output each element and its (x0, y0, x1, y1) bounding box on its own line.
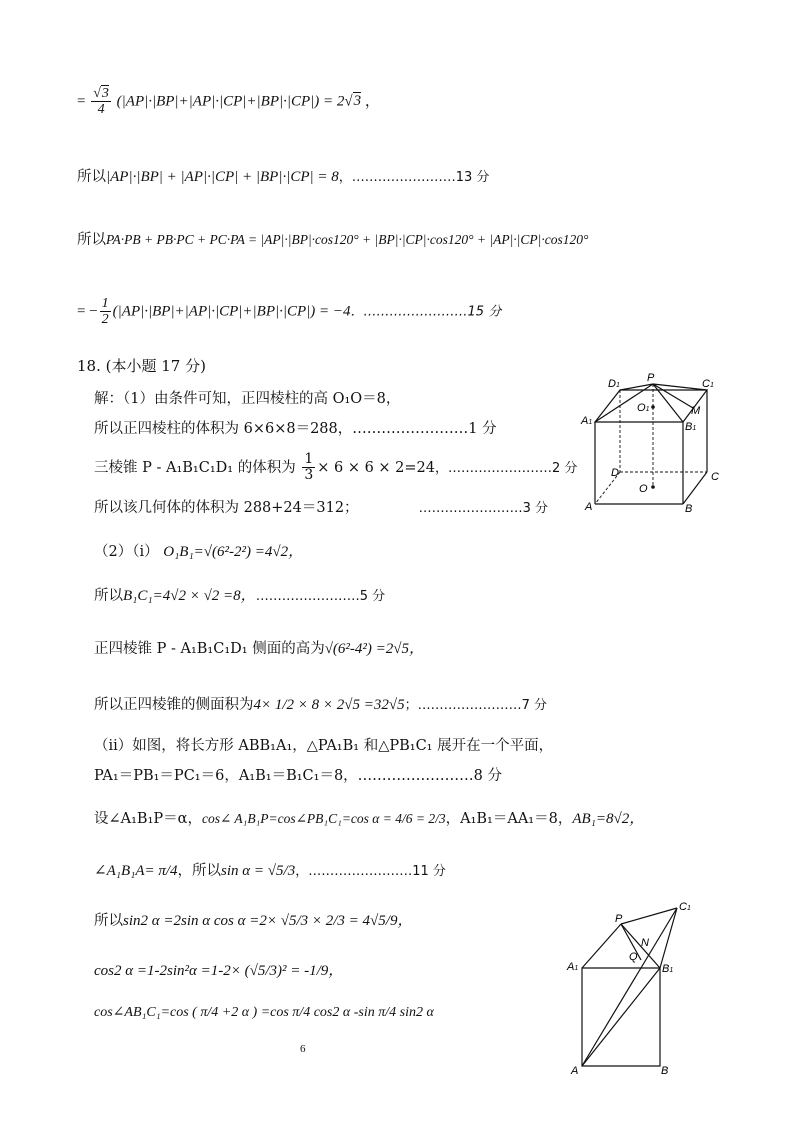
sol-step-10: PA₁＝PB₁＝PC₁＝6，A₁B₁＝B₁C₁＝8，……………………8 分 (94, 768, 503, 784)
q18-title: 18. (本小题 17 分) (77, 357, 206, 375)
line-15: = − $\frac{1}{2}$ (|AP|·|BP|+|AP|·|CP|+|BP|·|CP|) = −4．……………………15 分 (77, 296, 502, 328)
sol-step-7: 正四棱锥 P - A₁B₁C₁D₁ 侧面的高为√(6²-4²) =2√5， (94, 641, 425, 657)
sol-step-4: 所以该几何体的体积为 288+24＝312； ……………………3 分 (94, 500, 548, 516)
label-Q: Q (629, 951, 638, 963)
label-A1: A1 (581, 415, 593, 427)
label-B2: B (661, 1065, 669, 1077)
label-B: B (685, 503, 693, 515)
sol-step-8: 所以正四棱锥的侧面积为4× 1/2 × 8 × 2√5 =32√5；……………………7 分 (94, 697, 548, 713)
label-M: M (691, 405, 701, 417)
sol-step-9: （ii）如图，将长方形 ABB₁A₁，△PA₁B₁ 和△PB₁C₁ 展开在一个平面， (94, 738, 554, 754)
label-C: C (711, 471, 719, 483)
label-D1: D1 (608, 378, 620, 390)
line-sum-area: = $\frac{√3}{4}$ (|AP|·|BP|+|AP|·|CP|+|BP|·|CP|) = 2√3 ， (77, 86, 380, 118)
line-dot-product: 所以PA·PB + PB·PC + PC·PA = |AP|·|BP|·cos120° + |BP|·|CP|·cos120° + |AP|·|CP|·cos120° (77, 232, 589, 248)
label-A1b: A1 (567, 961, 579, 973)
sol-step-1: 解：（1）由条件可知，正四棱柱的高 O₁O＝8， (94, 391, 401, 407)
label-D: D (611, 467, 619, 479)
sol-step-12: ∠A₁B₁A= π/4，所以sin α = √5/3，……………………11 分 (94, 863, 446, 879)
label-N: N (641, 937, 649, 949)
label-B1: B1 (685, 421, 697, 433)
label-A: A (585, 501, 593, 513)
page-number: 6 (300, 1043, 306, 1055)
label-C1: C1 (702, 378, 714, 390)
label-O: O (639, 483, 648, 495)
sol-step-13: 所以sin2 α =2sin α cos α =2× √5/3 × 2/3 = 4√5/9， (94, 913, 413, 929)
sol-step-6: 所以B₁C₁=4√2 × √2 =8，……………………5 分 (94, 588, 386, 604)
sol-step-15: cos∠AB₁C₁=cos ( π/4 +2 α ) =cos π/4 cos2 α -sin π/4 sin2 α (94, 1005, 434, 1020)
sol-step-11: 设∠A₁B₁P＝α，cos∠ A₁B₁P=cos∠PB₁C₁=cos α = 4/6 = 2/3，A₁B₁＝AA₁＝8，AB₁=8√2， (94, 811, 645, 827)
sol-step-14: cos2 α =1-2sin²α =1-2× (√5/3)² = -1/9， (94, 963, 344, 979)
figure-unfolded-net (565, 898, 705, 1078)
label-P2: P (615, 913, 623, 925)
line-13: 所以|AP|·|BP| + |AP|·|CP| + |BP|·|CP| = 8，……………………13 分 (77, 169, 490, 185)
sol-step-3: 三棱锥 P - A₁B₁C₁D₁ 的体积为 $\frac{1}{3}$ × 6 × 6 × 2=24，……………………2 分 (94, 451, 578, 484)
figure-prism-pyramid (575, 372, 725, 522)
label-B1b: B1 (662, 963, 674, 975)
label-O1: O1 (637, 402, 650, 414)
label-A2: A (571, 1065, 579, 1077)
sol-step-2: 所以正四棱柱的体积为 6×6×8＝288，……………………1 分 (94, 421, 497, 437)
label-P: P (647, 372, 655, 384)
label-C1b: C1 (679, 901, 691, 913)
sol-step-5: （2）（i） O₁B₁=√(6²-2²) =4√2， (94, 544, 304, 560)
